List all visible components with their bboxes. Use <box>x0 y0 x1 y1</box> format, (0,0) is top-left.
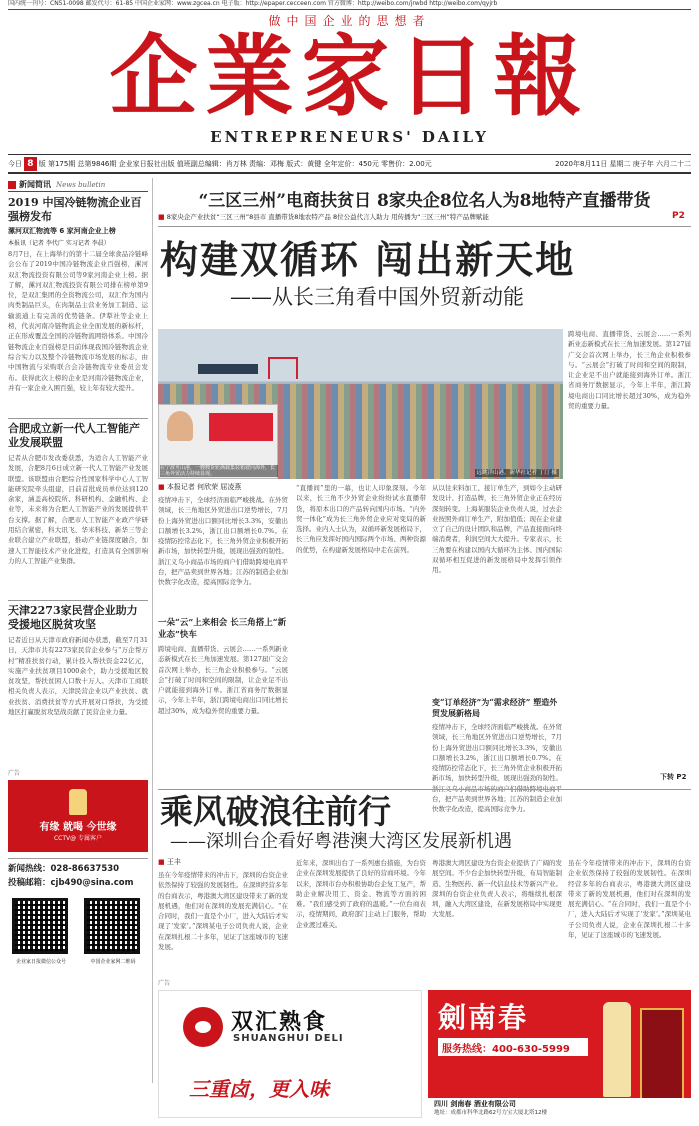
bulletin-2-body: 记者从合肥市发改委获悉，为适合人工智能产业发展，合肥8月6日成立新一代人工智能产业发展联盟。该联盟由合肥综合性国家科学中心人工智能研究院牵头组建，目前首批成员单位达到120余家，涵盖高校院所、科研机构、金融机构、企业等，未来将为合肥人工智能产业的发展提供平台支撑。据了解，合肥市人工智能产业政产学研用结合紧密，科大讯飞、华米科技、新华三等企业联合建立产业联盟，推动产业链深度融合，加速人工智能技术产业化进程，打造具有全国影响力的人工智能产业集群。 <box>8 454 148 565</box>
info-today: 今日 <box>8 160 22 168</box>
divider <box>158 789 691 790</box>
jiannanchun-address: 地址：成都市科华北路62号力宝大厦北塔12楼 <box>434 1110 547 1116</box>
website-qr-code[interactable] <box>84 898 140 954</box>
jiannanchun-ad[interactable] <box>428 990 691 1118</box>
reporter-text: 本报记者 何欣荣 屈凌燕 <box>166 483 242 491</box>
info-page-count: 8 <box>24 157 36 171</box>
bulletin-1-body: 8月7日，在上海举行的第十二届全球食品冷链峰会公布了2019中国冷链物流企业百强榜，漯河双汇物流投资有限公司等9家河南企业上榜。据了解，漯河双汇物流投资有限公司排在榜单第9位，是双汇集团的全资物流公司，双汇作为国内肉类制品巨头，在肉制品主营业务加工制造、运输流通上有完善的优势链条。伊犁社等企业上榜，代表河南冷链物流企业全面发展的新标杆，正在形成覆盖全国的冷链物流网络体系。中国冷链物流企业百强榜是目前体现我国冷链物流企业综合实力以及整个冷链物流市场发展的标志，由中国物流与采购联合会冷链物流专业委员会发布。获得此次上榜的企业是河南冷链物流企业，并有一家企业入围百强，较上年有较大提升。 <box>8 250 148 392</box>
column-separator <box>152 178 153 1083</box>
second-subheadline: ——深圳台企看好粤港澳大湾区发展新机遇 <box>170 831 512 852</box>
bulletin-article-2[interactable] <box>8 422 148 596</box>
news-bulletin-header <box>8 178 148 192</box>
left-column <box>8 178 148 1118</box>
info-edition: 版 第175期 总第9846期 企业家日报社出版 值班副总编辑：肖万林 责编：邓梅 版式：黄键 全年定价：450元 零售价：2.00元 <box>38 160 432 168</box>
photo-caption-2: 远眺洋山港。新华社记者 丁汀 摄 <box>476 470 557 476</box>
masthead-slogan: 做中国企业的思想者 <box>268 14 431 28</box>
reporter-marker-icon: ■ <box>158 858 165 866</box>
ship-icon <box>198 364 258 374</box>
second-reporter <box>158 858 258 866</box>
bulletin-2-headline: 合肥成立新一代人工智能产业发展联盟 <box>8 422 140 449</box>
divider <box>8 418 148 419</box>
second-body-1: 虽在今年疫情带来的冲击下，深圳的台资企业依然保持了较强的发展韧性。在深圳经营多年的台商表示，粤港澳大湾区建设带来了新的发展机遇，他们对在深圳的发展充满信心。“在合同时，我们一直是个小厂，进入大陆后才实现了‘发家’。”深圳某电子公司负责人说，企业在深圳扎根二十多年，见证了这座城市的飞速发展。 <box>158 871 288 952</box>
lead-body-2: 跨境电商、直播带货、云展会……一系列新业态新模式在长三角加速发展。第127届广交会首次网上举办，长三角企业积极参与。“云展会”打破了时间和空间的限制，让企业足不出户就能接到海外订单。浙江省商务厅数据显示，今年上半年，浙江跨境电商出口同比增长超过30%，成为稳外贸的重要力量。 <box>158 645 288 715</box>
lead-body-4a: 从以往来料加工、接订单生产，到如今主动研发设计、打造品牌，长三角外贸企业正在经历深刻转变。上海某服装企业负责人说，过去企业按照外商订单生产，附加值低；现在企业建立了自己的设计团队和品牌，产品直接面向终端消费者，利润空间大大提升。专家表示，长三角要在构建以国内大循环为主体、国内国际双循环相互促进的新发展格局中发挥引领作用。 <box>432 484 562 575</box>
teaser-bullet-icon: ■ <box>158 213 165 221</box>
divider <box>8 600 148 601</box>
bulletin-1-byline: 本报讯（记者 李代广 实习记者 李晨） <box>8 240 110 247</box>
bottom-ad-label: 广告 <box>158 980 171 987</box>
liquor-bottle-icon <box>603 1002 631 1097</box>
second-reporter-text: 王丰 <box>166 858 181 866</box>
sign-icon <box>209 413 273 441</box>
crane-icon <box>268 357 298 379</box>
wechat-qr-code[interactable] <box>12 898 68 954</box>
lead-body-4b: 疫情冲击下，全球经济面临严峻挑战。在外贸领域，长三角地区外贸进出口逆势增长，7月份上海外贸进出口额同比增长3.3%，安徽出口额增长3.2%，浙江出口额增长0.7%。在疫情防控常态化下，长三角外贸企业积极开拓新市场，加快转型升级，展现出强劲的韧性。 台，把产品卖到世界各地；江苏的制造企业加快数字化改造，提高国际竞争力。 <box>432 723 562 814</box>
lead-body-1: 疫情冲击下，全球经济面临严峻挑战。在外贸领域，长三角地区外贸进出口逆势增长，7月份上海外贸进出口额同比增长3.3%，安徽出口额增长3.2%，浙江出口额增长0.7%。在疫情防控常态化下，长三角外贸企业积极开拓新市场，加快转型升级，展现出强劲的韧性。浙江义乌小商品市场的商户们借助跨境电商平台，把产品卖到世界各地；江苏的制造企业加快数字化改造，提高国际竞争力。 <box>158 496 288 587</box>
top-info-bar: 国内统一刊号：CN51-0098 邮发代号：61-85 中国企业家网：www.zgcea.cn 电子版：http://epaper.cecceen.com 官方微博：http://weibo.com/jrwbd http://weibo.com/qyjrb <box>8 0 498 7</box>
kicker-headline[interactable]: “三区三州”电商扶贫日 8家央企8位名人为8地特产直播带货 <box>198 191 651 211</box>
qr-caption-2: 中国企业家网二维码 <box>90 959 136 965</box>
teaser-page-link[interactable]: P2 <box>672 211 685 221</box>
shuanghui-slogan: 三重卤，更入味 <box>189 1077 329 1101</box>
divider <box>8 858 148 859</box>
lead-subhead-2: 变“订单经济”为“需求经济” 塑造外贸发展新格局 <box>432 697 558 718</box>
pig-logo-icon <box>183 1007 223 1047</box>
bulletin-1-subhead: 漯河双汇物流等 6 家河南企业上榜 <box>8 227 116 235</box>
lead-subhead-1: 一朵“云”上来相会 长三角搭上“新业态”快车 <box>158 618 287 640</box>
bulletin-article-3[interactable] <box>8 604 148 764</box>
masthead-subtitle: ENTREPRENEURS' DAILY <box>210 128 489 146</box>
jiannanchun-brand: 劍南春 <box>438 1001 529 1034</box>
info-rule-bottom <box>8 172 691 174</box>
bulletin-label-en: News bulletin <box>56 180 106 189</box>
lead-body-5: 跨境电商、直播带货、云展会……一系列新业态新模式在长三角加速发展。第127届广交会首次网上举办，长三角企业积极参与。“云展会”打破了时间和空间的限制，让企业足不出户就能接到海外订单。浙江省商务厅数据显示，今年上半年，浙江跨境电商出口同比增长超过30%，成为稳外贸的重要力量。 <box>568 330 691 411</box>
lead-continue-link[interactable]: 下转 P2 <box>660 773 687 781</box>
info-date: 2020年8月11日 星期二 庚子年 六月二十二 <box>520 157 691 171</box>
kicker-teaser <box>158 213 673 221</box>
photo-caption-1: 在宁波舟山港，一艘艘货轮满载集装箱驶向海外，长三角外贸活力持续显现。 <box>160 465 278 477</box>
jiannanchun-company: 四川 剑南春 酒业有限公司 <box>434 1100 516 1108</box>
shuanghui-brand-en: SHUANGHUI DELI <box>233 1033 344 1044</box>
gift-box-icon <box>640 1008 684 1100</box>
lead-headline[interactable]: 构建双循环 闯出新天地 <box>160 237 576 282</box>
bulletin-article-1[interactable] <box>8 196 148 414</box>
shuanghui-ad[interactable] <box>158 990 422 1118</box>
presenter-icon <box>167 411 193 441</box>
lead-subheadline: ——从长三角看中国外贸新动能 <box>230 285 524 309</box>
lead-body-3: “直播间”里的一幕，也让人印象深刻。今年以来，长三角不少外贸企业纷纷试水直播带货，将原本出口的产品转向国内市场。“内外贸一体化”成为长三角外贸企业应对变局的新选择。业内人士认为，双循环新发展格局下，长三角应发挥好国内国际两个市场、两种资源的优势，在构建新发展格局中走在前列。 <box>296 484 426 554</box>
news-email: 投稿邮箱：cjb490@sina.com <box>8 878 134 888</box>
news-hotline: 新闻热线：028-86637530 <box>8 864 120 874</box>
second-headline[interactable]: 乘风破浪往前行 <box>160 792 391 831</box>
bulletin-label: 新闻简讯 <box>19 180 51 189</box>
ad-sub: CCTV@ 专属客户 <box>53 835 103 842</box>
reporter-marker-icon: ■ <box>158 483 165 491</box>
second-body-2: 近年来，深圳出台了一系列惠台措施，为台资企业在深圳发展提供了良好的营商环境。今年以来，深圳市台办积极协助台企复工复产，帮助企业解决用工、资金、物流等方面的困难。“我们感受到了政府的温暖。”一位台商表示，疫情期间，政府部门主动上门服务，帮助企业渡过难关。 <box>296 859 426 929</box>
shuanghui-brand-cn: 双汇熟食 <box>231 1009 328 1035</box>
qr-caption-1: 企业家日报微信公众号 <box>15 959 66 965</box>
second-body-3: 粤港澳大湾区建设为台资企业提供了广阔的发展空间。不少台企加快转型升级，布局智能制造、生物医药、新一代信息技术等新兴产业。深圳的台资企业负责人表示，将继续扎根深圳，融入大湾区建设，在新发展格局中实现更大发展。 <box>432 859 562 919</box>
hotline-box <box>438 1038 588 1056</box>
info-rule-top <box>8 154 691 155</box>
ad-slogan: 有缘 就喝 今世缘 <box>39 822 117 833</box>
ad-label: 广告 <box>8 770 21 777</box>
teaser-text: 8家央企产业扶贫“三区三州”8县市 直播带货8地农特产品 8位公益代言人助力 用传播为“三区三州”特产品牌赋能 <box>166 213 489 221</box>
bulletin-3-headline: 天津2273家民营企业助力受援地区脱贫攻坚 <box>8 604 138 631</box>
top-rule <box>8 9 691 10</box>
bulletin-3-body: 记者近日从天津市政府新闻办获悉，截至7月31日，天津市共有2273家民营企业参与“万企帮万村”精准扶贫行动，累计投入帮扶资金22亿元，实施产业扶贫项目1000余个，助力受援地区脱贫攻坚，帮扶贫困人口数十万人。天津市工商联相关负责人表示，天津民营企业以产业扶贫、就业扶贫、消费扶贫等方式开展对口帮扶，为受援地区打赢脱贫攻坚战贡献了民营企业力量。 <box>8 636 148 717</box>
jiannanchun-hotline: 服务热线：400-630-5999 <box>442 1043 570 1055</box>
jinshiyuan-ad[interactable] <box>8 780 148 852</box>
bulletin-1-headline: 2019 中国冷链物流企业百强榜发布 <box>8 196 142 223</box>
bulletin-marker-icon <box>8 181 16 189</box>
liquor-bottle-icon <box>69 789 87 815</box>
masthead-title: 企業家日報 <box>109 24 590 128</box>
second-body-4: 虽在今年疫情带来的冲击下，深圳的台资企业依然保持了较强的发展韧性。在深圳经营多年的台商表示，粤港澳大湾区建设带来了新的发展机遇，他们对在深圳的发展充满信心。“在合同时，我们一直是个小厂，进入大陆后才实现了‘发家’。”深圳某电子公司负责人说，企业在深圳扎根二十多年，见证了这座城市的飞速发展。 <box>568 859 691 940</box>
lead-photo <box>158 329 563 479</box>
divider <box>158 226 691 227</box>
